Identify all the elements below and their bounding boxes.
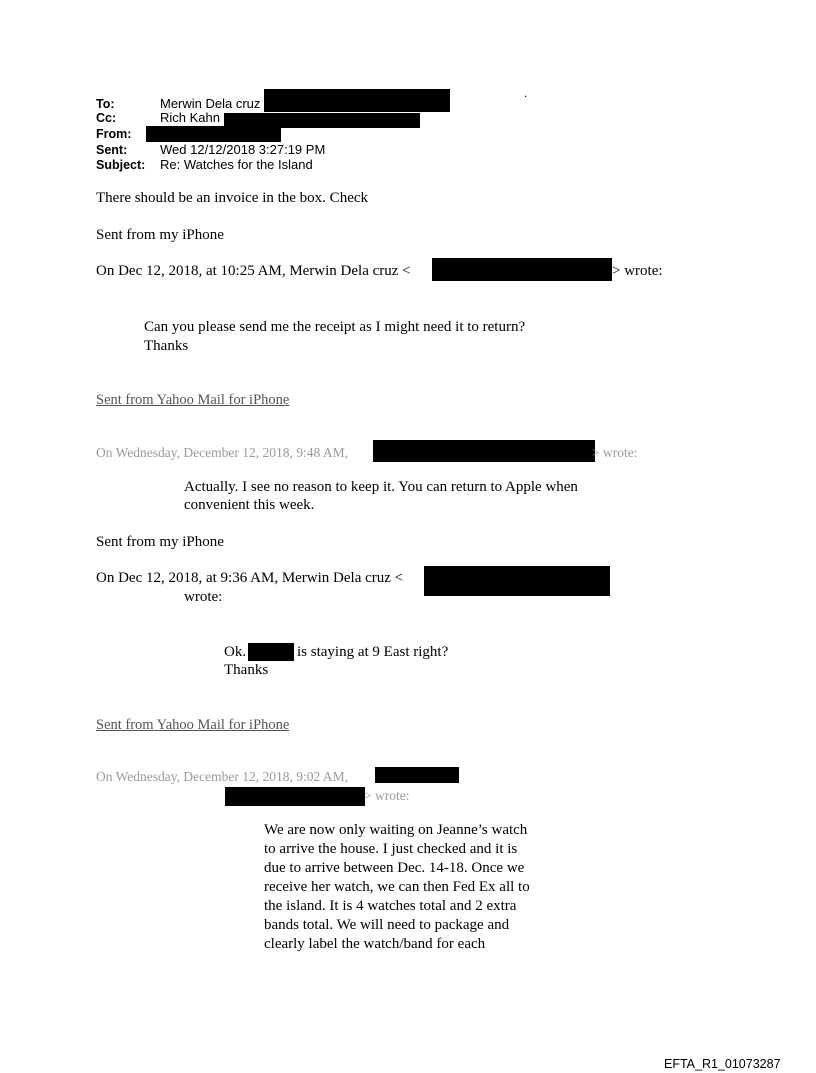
- stray-dot: .: [524, 86, 528, 100]
- message-line-1: There should be an invoice in the box. Check: [96, 190, 369, 206]
- reply-2-line-2: convenient this week.: [184, 497, 315, 513]
- redaction-reply3-name: [248, 643, 294, 661]
- redaction-quote1-email: [432, 258, 612, 281]
- quote-header-1-suffix: > wrote:: [612, 263, 663, 279]
- final-line: bands total. We will need to package and: [264, 917, 510, 933]
- final-line: due to arrive between Dec. 14-18. Once we: [264, 860, 525, 876]
- redaction-quote2-sender: [373, 440, 595, 462]
- yahoo-mail-link-2[interactable]: Sent from Yahoo Mail for iPhone: [96, 717, 290, 733]
- final-line: receive her watch, we can then Fed Ex all to: [264, 879, 530, 895]
- sent-value: Wed 12/12/2018 3:27:19 PM: [160, 142, 326, 157]
- quote-header-3-prefix: On Dec 12, 2018, at 9:36 AM, Merwin Dela cruz <: [96, 570, 404, 586]
- to-label: To:: [96, 97, 115, 111]
- cc-value: Rich Kahn: [160, 110, 220, 125]
- from-label: From:: [96, 127, 132, 141]
- quote-header-4-suffix: > wrote:: [364, 788, 410, 803]
- final-line: to arrive the house. I just checked and it is: [264, 841, 518, 857]
- redaction-from: [146, 126, 281, 142]
- subject-value: Re: Watches for the Island: [160, 157, 313, 172]
- final-line: We are now only waiting on Jeanne’s watch: [264, 822, 528, 838]
- quote-header-1-prefix: On Dec 12, 2018, at 10:25 AM, Merwin Dela cruz <: [96, 263, 411, 279]
- reply-3-rest: is staying at 9 East right?: [297, 644, 449, 660]
- reply-2-line-1: Actually. I see no reason to keep it. You can return to Apple when: [184, 479, 578, 495]
- redaction-to: [264, 89, 450, 112]
- redaction-quote4-email: [225, 787, 365, 806]
- quote-header-3-wrote: wrote:: [184, 589, 223, 605]
- subject-label: Subject:: [96, 158, 146, 172]
- yahoo-mail-link-1[interactable]: Sent from Yahoo Mail for iPhone: [96, 392, 290, 408]
- redaction-quote4-sender: [375, 767, 459, 783]
- quote-header-2-suffix: > wrote:: [592, 445, 638, 460]
- signature-iphone-1: Sent from my iPhone: [96, 227, 224, 243]
- quote-header-2-prefix: On Wednesday, December 12, 2018, 9:48 AM,: [96, 445, 348, 460]
- cc-label: Cc:: [96, 111, 117, 125]
- reply-1-line-1: Can you please send me the receipt as I might need it to return?: [144, 319, 526, 335]
- redaction-quote3-email: [424, 566, 610, 596]
- signature-iphone-2: Sent from my iPhone: [96, 534, 224, 550]
- final-line: the island. It is 4 watches total and 2 extra: [264, 898, 517, 914]
- quote-header-4-prefix: On Wednesday, December 12, 2018, 9:02 AM,: [96, 769, 348, 784]
- reply-3-ok: Ok.: [224, 644, 247, 660]
- document-id: EFTA_R1_01073287: [664, 1057, 781, 1071]
- reply-3-thanks: Thanks: [224, 662, 269, 678]
- final-message-block: [264, 821, 574, 954]
- reply-1-line-2: Thanks: [144, 338, 189, 354]
- sent-label: Sent:: [96, 143, 128, 157]
- final-line: clearly label the watch/band for each: [264, 936, 486, 952]
- to-value: Merwin Dela cruz: [160, 96, 261, 111]
